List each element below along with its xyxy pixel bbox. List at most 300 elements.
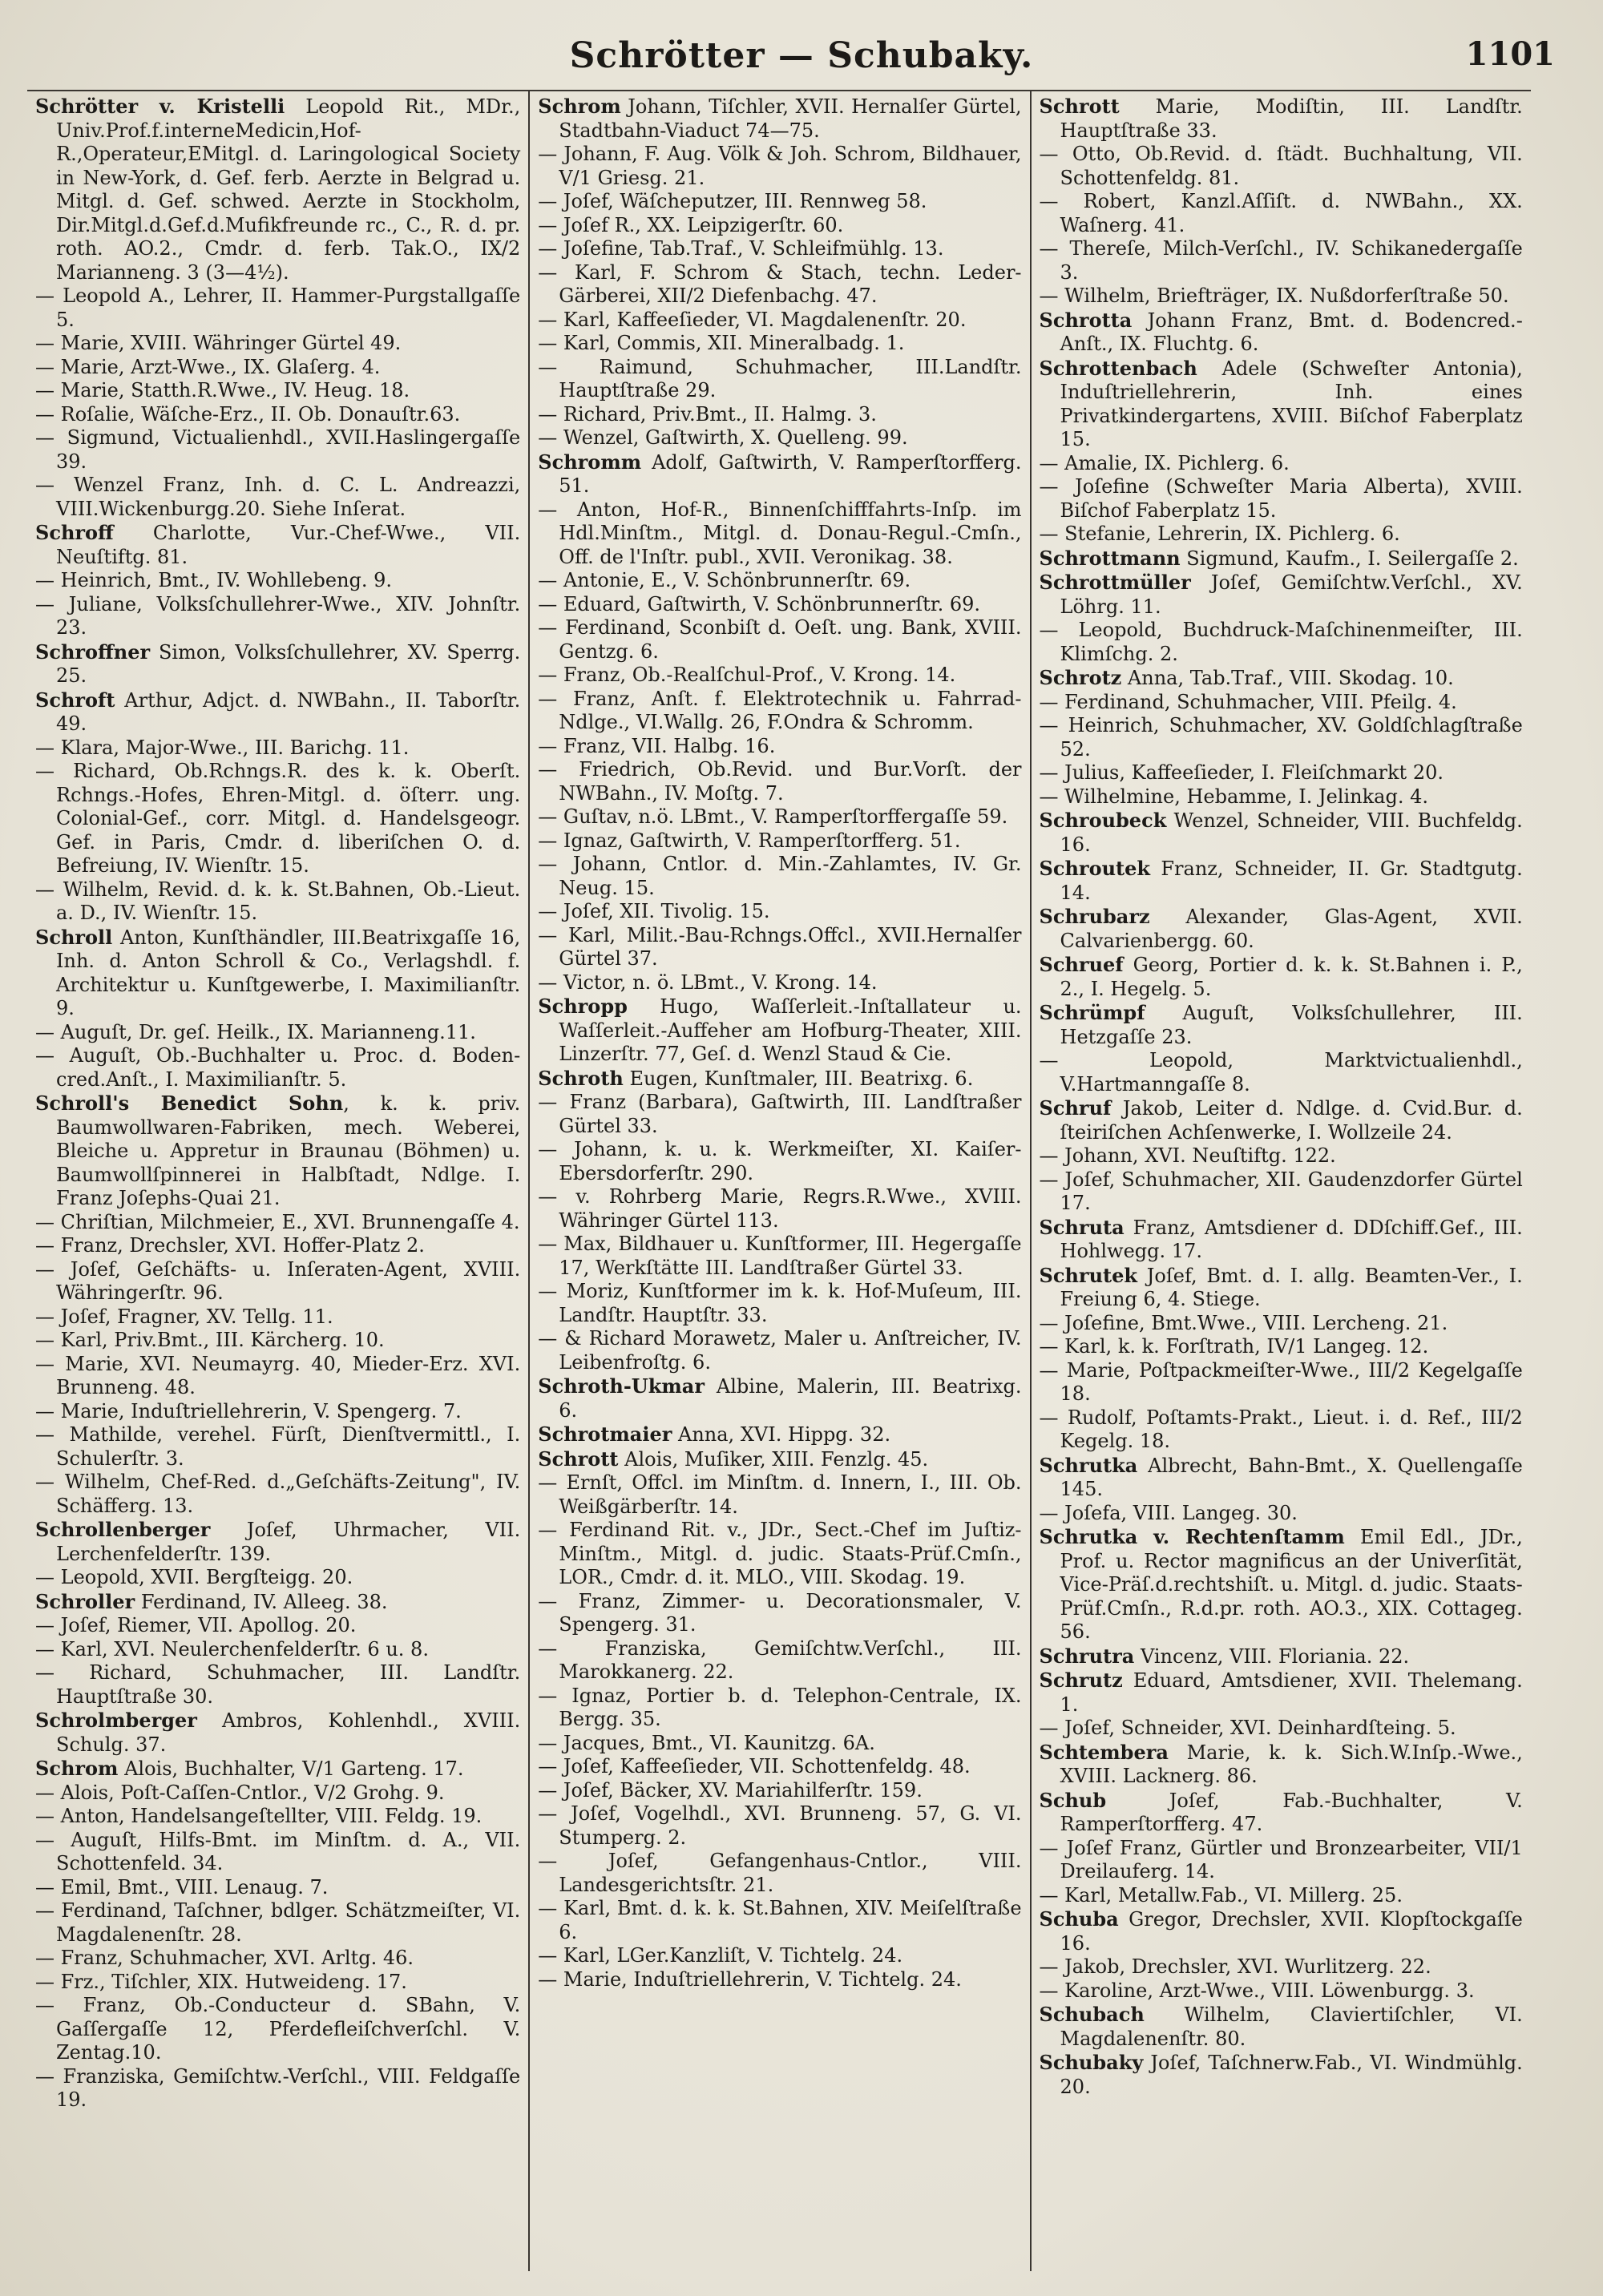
entry-surname: Schrötter v. Kristelli [35,95,285,118]
ditto-dash: — [538,664,563,686]
entry-details: Robert, Kanzl.Aſſiſt. d. NWBahn., XX. Waſnerg. 41. [1060,190,1523,236]
ditto-dash: — [35,878,63,901]
entry-details: Franz, Drechsler, XVI. Hoffer-Platz 2. [60,1234,425,1257]
entry-details: Joſefine (Schweſter Maria Alberta), XVIII. Biſchof Faberplatz 15. [1060,475,1523,522]
entry-details: Wenzel, Gaſtwirth, X. Quelleng. 99. [563,426,908,449]
page-number: 1101 [1465,35,1555,73]
directory-entry [538,1447,1021,1472]
ditto-dash: — [35,736,61,759]
entry-details: Otto, Ob.Revid. d. ſtädt. Buchhaltung, VII. Schottenfeldg. 81. [1060,143,1523,189]
ditto-dash: — [538,1731,563,1754]
entry-details: Joſef, Wäſcheputzer, III. Rennweg 58. [563,190,927,212]
entry-details: Marie, XVI. Neumayrg. 40, Mieder-Erz. XVI. Brunneng. 48. [56,1352,521,1398]
ditto-dash: — [538,1778,563,1802]
entry-details: Joſef, Schneider, XVI. Deinhardſteing. 5. [1064,1717,1456,1739]
ditto-dash: — [538,923,569,946]
entry-details: Leopold A., Lehrer, II. Hammer-Purgstallgaſſe 5. [56,284,521,331]
entry-details: Johann, k. u. k. Werkmeiſter, XI. Kaiſer-Ebersdorferſtr. 290. [559,1138,1022,1184]
entry-surname: Schroubeck [1039,809,1167,832]
entry-details: Marie, k. k. Sich.W.Inſp.-Wwe., XVIII. Lacknerg. 86. [1060,1741,1523,1787]
ditto-dash: — [35,1399,61,1422]
directory-entry [1040,1454,1523,1502]
directory-entry [538,1327,1021,1374]
entry-details: Alois, Poſt-Caſſen-Cntlor., V/2 Grohg. 9. [60,1781,445,1804]
entry-details: Richard, Priv.Bmt., II. Halmg. 3. [563,402,877,426]
entry-details: Joſef, Bäcker, XV. Mariahilferſtr. 159. [563,1778,923,1802]
directory-entry [35,356,520,380]
ditto-dash: — [1039,1717,1065,1739]
ditto-dash: — [538,758,579,781]
ditto-dash: — [1039,475,1076,498]
ditto-dash: — [35,1614,61,1636]
entry-details: Alois, Buchhalter, V/1 Garteng. 17. [118,1757,464,1780]
entry-surname: Schroth-Ukmar [538,1374,705,1398]
directory-entry [538,1755,1021,1779]
entry-surname: Schrutka [1039,1453,1138,1477]
ditto-dash: — [35,1471,65,1493]
ditto-dash: — [35,569,61,591]
directory-entry [1040,1979,1523,2003]
entry-details: Joſef, Taſchnerw.Fab., VI. Windmühlg. 20. [1060,2052,1523,2098]
directory-entry [1040,1406,1523,1454]
entry-details: Joſefa, VIII. Langeg. 30. [1064,1501,1298,1524]
entry-surname: Schubach [1039,2003,1145,2026]
entry-details: Franz, Amtsdiener d. DDſchiff.Gef., III. Hohlwegg. 17. [1060,1216,1523,1262]
entry-details: Richard, Ob.Rchngs.R. des k. k. Oberſt. Rchngs.-Hofes, Ehren-Mitgl. d. öſterr. ung. Colonial-Gef., corr. Mitgl. d. Handelsgeogr. Gef. in Paris, Cmdr. d. liberiſchen O. d. Befreiung, IV. Wienſtr. 15. [56,760,521,877]
entry-details: Emil, Bmt., VIII. Lenaug. 7. [60,1875,329,1899]
directory-entry [538,1637,1021,1685]
entry-details: Heinrich, Bmt., IV. Wohllebeng. 9. [60,569,393,591]
entry-surname: Schuba [1039,1907,1119,1931]
directory-entry [538,1779,1021,1803]
directory-entry [538,995,1021,1067]
ditto-dash: — [1039,1501,1065,1524]
directory-entry [538,593,1021,617]
directory-entry [538,616,1021,664]
ditto-dash: — [1039,1335,1065,1358]
entry-details: Raimund, Schuhmacher, III.Landſtr. Hauptſtraße 29. [559,355,1022,401]
entry-surname: Schrom [35,1757,119,1780]
directory-entry [538,1732,1021,1756]
ditto-dash: — [35,1899,62,1922]
entry-details: Charlotte, Vur.-Chef-Wwe., VII. Neuſtiftg. 81. [56,522,521,568]
ditto-dash: — [1039,761,1065,784]
ditto-dash: — [35,1947,61,1969]
entry-details: Joſef, Kaffeeſieder, VII. Schottenfeldg. 48. [563,1755,971,1777]
directory-entry [538,1280,1021,1327]
entry-details: Franz, Ob.-Realſchul-Prof., V. Krong. 14. [563,664,956,686]
ditto-dash: — [35,1994,83,2016]
ditto-dash: — [1039,1836,1067,1859]
directory-entry [35,1258,520,1305]
ditto-dash: — [35,1805,61,1827]
entry-details: Karl, Commis, XII. Mineralbadg. 1. [563,332,905,354]
directory-entry [1040,475,1523,523]
ditto-dash: — [1039,143,1072,165]
entry-surname: Schrolmberger [35,1709,197,1732]
entry-surname: Schruta [1039,1215,1125,1239]
ditto-dash: — [538,1967,563,1991]
directory-entry [35,1234,520,1258]
entry-details: Gregor, Drechsler, XVII. Klopſtockgaſſe 16. [1060,1908,1523,1955]
ditto-dash: — [538,592,563,615]
directory-entry [538,1185,1021,1233]
directory-entry [35,1021,520,1045]
entry-details: Joſef, Fragner, XV. Tellg. 11. [60,1305,333,1328]
directory-entry [538,1590,1021,1637]
directory-entry [538,1422,1021,1447]
ditto-dash: — [1039,1955,1065,1978]
directory-entry [35,2065,520,2112]
ditto-dash: — [35,1210,61,1233]
entry-details: Eduard, Amtsdiener, XVII. Thelemang. 1. [1060,1669,1523,1716]
directory-entry [35,1782,520,1806]
entry-details: Joſefine, Tab.Traf., V. Schleifmühlg. 13. [563,237,944,260]
directory-entry [1040,1264,1523,1312]
directory-entry [35,332,520,356]
ditto-dash: — [35,1566,61,1588]
entry-surname: Schrottmüller [1039,571,1191,594]
entry-details: Richard, Schuhmacher, III. Landſtr. Hauptſtraße 30. [56,1661,521,1708]
directory-entry [538,853,1021,900]
directory-entry [35,1590,520,1615]
entry-details: Anton, Hof-R., Binnenſchifffahrts-Inſp. im Hdl.Minſtm., Mitgl. d. Donau-Regul.-Cmſn., Off. de l'Inſtr. publ., XVII. Veronikag. 38. [559,498,1022,568]
ditto-dash: — [538,1327,565,1350]
ditto-dash: — [35,1423,70,1446]
directory-entry [538,805,1021,829]
directory-entry [538,450,1021,498]
entry-details: Johann, Cntlor. d. Min.-Zahlamtes, IV. Gr. Neug. 15. [559,853,1022,899]
entry-details: Auguſt, Volksſchullehrer, III. Hetzgaſſe 23. [1060,1002,1523,1048]
ditto-dash: — [1039,523,1065,545]
ditto-dash: — [1039,785,1065,808]
directory-entry [1040,1741,1523,1789]
entry-details: Joſef, Bmt. d. I. allg. Beamten-Ver., I. Freiung 6, 4. Stiege. [1060,1264,1523,1310]
entry-details: Adolf, Gaſtwirth, V. Ramperſtorfferg. 51. [559,450,1022,497]
directory-entry [538,356,1021,403]
entry-details: Johann Franz, Bmt. d. Bodencred.-Anſt., IX. Fluchtg. 6. [1060,309,1523,355]
entry-details: Jakob, Drechsler, XVI. Wurlitzerg. 22. [1064,1955,1431,1978]
ditto-dash: — [1039,1358,1067,1382]
ditto-dash: — [1039,619,1079,641]
directory-columns [27,90,1531,2271]
ditto-dash: — [1039,690,1065,713]
directory-entry [538,688,1021,735]
directory-entry [35,878,520,926]
directory-entry [1040,1884,1523,1908]
ditto-dash: — [538,1636,605,1660]
entry-details: Antonie, E., V. Schönbrunnerſtr. 69. [563,569,911,591]
directory-entry [1040,1644,1523,1669]
directory-entry [538,426,1021,450]
directory-entry [1040,809,1523,857]
directory-entry [538,143,1021,190]
directory-entry [1040,619,1523,666]
directory-entry [35,1092,520,1211]
entry-surname: Schrott [538,1447,619,1471]
directory-entry [1040,547,1523,571]
entry-details: Franz, Zimmer- u. Decorationsmaler, V. Spengerg. 31. [559,1589,1022,1636]
entry-details: Stefanie, Lehrerin, IX. Pichlerg. 6. [1064,523,1400,545]
directory-entry [1040,1955,1523,1979]
directory-column-1 [27,91,528,2271]
entry-details: Eduard, Gaſtwirth, V. Schönbrunnerſtr. 69. [563,592,981,615]
directory-entry [1040,905,1523,953]
directory-entry [35,1400,520,1424]
ditto-dash: — [35,1020,61,1043]
entry-details: Joſef, XII. Tivolig. 15. [563,900,770,922]
ditto-dash: — [1039,1311,1065,1334]
directory-entry [538,95,1021,143]
entry-surname: Schrotta [1039,308,1133,332]
entry-details: Wenzel, Schneider, VIII. Buchfeldg. 16. [1060,809,1523,856]
entry-details: Sigmund, Kaufm., I. Seilergaſſe 2. [1180,547,1519,570]
entry-details: Joſef, Gefangenhaus-Cntlor., VIII. Landesgerichtsſtr. 21. [559,1850,1022,1896]
ditto-dash: — [35,1781,61,1804]
ditto-dash: — [538,1850,608,1872]
ditto-dash: — [538,1589,579,1612]
ditto-dash: — [1039,1168,1065,1191]
directory-entry [1040,1907,1523,1955]
directory-entry [1040,1096,1523,1144]
entry-details: Anton, Kunſthändler, III.Beatrixgaſſe 16, Inh. d. Anton Schroll & Co., Verlagshdl. f. Architektur u. Kunſtgewerbe, I. Maximilianſtr. 9. [56,926,521,1019]
directory-entry [538,664,1021,688]
ditto-dash: — [538,402,563,426]
entry-details: Ferdinand Rit. v., JDr., Sect.-Chef im Juſtiz-Minſtm., Mitgl. d. judic. Staats-Prüf.Cmſn., LOR., Cmdr. d. it. MLO., VIII. Skodag. 19. [559,1519,1022,1588]
directory-entry [1040,761,1523,785]
entry-details: Juliane, Volksſchullehrer-Wwe., XIV. Johnſtr. 23. [56,592,521,639]
entry-surname: Schrotz [1039,666,1122,689]
entry-details: Eugen, Kunſtmaler, III. Beatrixg. 6. [623,1067,974,1090]
ditto-dash: — [538,687,573,710]
entry-details: Joſef Franz, Gürtler und Bronzearbeiter, VII/1 Dreilauferg. 14. [1060,1836,1523,1882]
entry-details: Hugo, Waſſerleit.-Inſtallateur u. Waſſerleit.-Auffeher am Hofburg-Theater, XIII. Linzerſtr. 77, Geſ. d. Wenzl Staud & Cie. [559,995,1022,1065]
ditto-dash: — [538,1519,570,1541]
directory-entry [35,1971,520,1995]
ditto-dash: — [538,426,563,449]
directory-entry [35,1044,520,1092]
ditto-dash: — [35,474,74,496]
directory-entry [538,1897,1021,1944]
directory-entry [1040,1216,1523,1264]
entry-surname: Schruef [1039,953,1124,976]
ditto-dash: — [35,284,63,307]
ditto-dash: — [35,760,74,782]
directory-entry [35,760,520,878]
entry-details: Franziska, Gemiſchtw.-Verſchl., VIII. Feldgaſſe 19. [56,2064,521,2111]
ditto-dash: — [35,1305,61,1328]
directory-entry [1040,452,1523,476]
ditto-dash: — [1039,190,1084,212]
ditto-dash: — [538,213,563,236]
entry-details: Marie, Statth.R.Wwe., IV. Heug. 18. [60,379,410,401]
ditto-dash: — [1039,1979,1065,2002]
entry-surname: Schropp [538,995,628,1018]
directory-entry [1040,1669,1523,1717]
entry-details: Auguſt, Hilfs-Bmt. im Minſtm. d. A., VII. Schottenfeld. 34. [56,1828,521,1874]
ditto-dash: — [538,805,563,828]
entry-details: Leopold Rit., MDr., Univ.Prof.f.interneMedicin,Hof-R.,Operateur,EMitgl. d. Laringological Society in New-York, d. Gef. ferb. Aerzte in Belgrad u. Mitgl. d. Gef. schwed. Aerzte in Stockholm, Dir.Mitgl.d.Gef.d.Mufikfreunde rc., C., R. d. pr. roth. AO.2., Cmdr. d. ferb. Tak.O., IX/2 Marianneng. 3 (3—4½). [56,95,521,284]
entry-surname: Schroutek [1039,857,1151,880]
ditto-dash: — [35,1637,61,1660]
entry-surname: Schrottenbach [1039,356,1197,380]
entry-details: Leopold, Marktvictualienhdl., V.Hartmanngaſſe 8. [1060,1049,1523,1096]
directory-entry [35,1661,520,1709]
entry-details: Klara, Major-Wwe., III. Barichg. 11. [60,736,410,759]
directory-entry [35,1899,520,1947]
directory-entry [538,1802,1021,1850]
directory-entry [1040,857,1523,905]
entry-details: Alois, Muſiker, XIII. Fenzlg. 45. [618,1447,929,1471]
ditto-dash: — [538,734,563,757]
entry-details: Franz, VII. Halbg. 16. [563,734,776,757]
entry-details: Marie, Arzt-Wwe., IX. Glaſerg. 4. [60,355,381,378]
entry-details: Max, Bildhauer u. Kunſtformer, III. Hegergaſſe 17, Werkſtätte III. Landſtraßer Gürtel 33. [559,1233,1022,1279]
entry-details: Joſef, Vogelhdl., XVI. Brunneng. 57, G. VI. Stumperg. 2. [559,1802,1022,1849]
ditto-dash: — [538,498,577,521]
directory-entry [35,1305,520,1330]
entry-details: Albine, Malerin, III. Beatrixg. 6. [559,1375,1022,1422]
ditto-dash: — [35,1875,61,1899]
directory-entry [538,1067,1021,1092]
entry-details: Karl, k. k. Forſtrath, IV/1 Langeg. 12. [1064,1335,1429,1358]
ditto-dash: — [35,2064,63,2088]
page-title: Schrötter — Schubaky. [569,35,1034,76]
entry-details: Guſtav, n.ö. LBmt., V. Ramperſtorffergaſſe 59. [563,805,1008,828]
entry-details: Auguſt, Dr. geſ. Heilk., IX. Marianneng.11. [60,1020,476,1043]
directory-entry [35,1329,520,1353]
ditto-dash: — [35,402,61,426]
ditto-dash: — [538,1944,563,1967]
entry-surname: Schubaky [1039,2051,1144,2074]
entry-details: Friedrich, Ob.Revid. und Bur.Vorſt. der NWBahn., IV. Moſtg. 7. [559,758,1022,805]
ditto-dash: — [538,900,563,922]
entry-details: Wilhelm, Claviertiſchler, VI. Magdalenenſtr. 80. [1060,2003,1523,2050]
entry-details: Wilhelm, Chef-Red. d.„Geſchäfts-Zeitung", IV. Schäfferg. 13. [56,1471,521,1517]
entry-surname: Schruf [1039,1096,1112,1120]
ditto-dash: — [538,332,563,354]
ditto-dash: — [538,616,566,639]
ditto-dash: — [538,829,563,852]
directory-entry [538,332,1021,356]
directory-entry [1040,190,1523,237]
entry-details: Wilhelmine, Hebamme, I. Jelinkag. 4. [1064,785,1428,808]
directory-entry [538,1685,1021,1732]
entry-details: Johann, Tiſchler, XVII. Hernalſer Gürtel, Stadtbahn-Viaduct 74—75. [559,95,1022,142]
entry-details: Franz (Barbara), Gaſtwirth, III. Landſtraßer Gürtel 33. [559,1091,1022,1137]
entry-details: Johann, XVI. Neuſtiftg. 122. [1064,1144,1336,1167]
directory-entry [35,426,520,474]
ditto-dash: — [538,970,563,994]
entry-surname: Schrottmann [1039,546,1181,570]
directory-entry [538,1850,1021,1897]
directory-entry [1040,1525,1523,1644]
directory-entry [1040,953,1523,1001]
directory-entry [538,829,1021,853]
ditto-dash: — [35,1828,71,1851]
entry-surname: Schrollenberger [35,1518,211,1541]
directory-entry [35,1805,520,1829]
directory-entry [538,237,1021,261]
ditto-dash: — [538,308,563,331]
directory-entry [35,1614,520,1638]
ditto-dash: — [35,1970,61,1993]
directory-entry [538,498,1021,570]
ditto-dash: — [538,1755,563,1777]
entry-details: Joſef, Gemiſchtw.Verſchl., XV. Löhrg. 11. [1060,571,1523,618]
ditto-dash: — [1039,1144,1065,1167]
entry-surname: Schroffner [35,640,151,664]
ditto-dash: — [35,1257,71,1281]
entry-details: Karl, Priv.Bmt., III. Kärcherg. 10. [60,1329,385,1351]
entry-surname: Schub [1039,1788,1107,1812]
entry-details: Leopold, Buchdruck-Maſchinenmeiſter, III. Klimſchg. 2. [1060,619,1523,665]
entry-details: Thereſe, Milch-Verſchl., IV. Schikanedergaſſe 3. [1060,237,1523,284]
ditto-dash: — [538,1233,564,1255]
entry-surname: Schroll's Benedict Sohn [35,1092,344,1115]
directory-entry [538,569,1021,593]
directory-entry [35,1876,520,1900]
directory-entry [35,688,520,736]
ditto-dash: — [538,237,563,260]
entry-surname: Schrutek [1039,1263,1138,1287]
directory-entry [1040,2051,1523,2099]
entry-details: Marie, Induſtriellehrerin, V. Tichtelg. 24. [563,1967,962,1991]
ditto-dash: — [538,260,575,284]
ditto-dash: — [538,1138,575,1160]
directory-entry [35,521,520,569]
directory-entry [35,1518,520,1566]
ditto-dash: — [538,1802,571,1825]
directory-entry [1040,1837,1523,1884]
entry-details: Joſef, Fab.-Buchhalter, V. Ramperſtorfferg. 47. [1060,1789,1523,1835]
entry-details: Wenzel Franz, Inh. d. C. L. Andreazzi, VIII.Wickenburgg.20. Siehe Inſerat. [56,474,521,520]
directory-entry [35,403,520,427]
directory-entry [35,1353,520,1400]
directory-entry [35,1423,520,1471]
directory-entry [35,736,520,761]
entry-surname: Schroller [35,1589,135,1613]
ditto-dash: — [1039,1406,1068,1429]
directory-entry [1040,666,1523,691]
entry-details: Amalie, IX. Pichlerg. 6. [1064,451,1290,474]
directory-entry [1040,1717,1523,1741]
directory-entry [1040,1168,1523,1216]
directory-entry [538,1944,1021,1968]
ditto-dash: — [538,1684,572,1707]
entry-details: Joſefine, Bmt.Wwe., VIII. Lercheng. 21. [1064,1311,1448,1334]
directory-entry [1040,1144,1523,1168]
entry-surname: Schtembera [1039,1740,1169,1764]
entry-details: Marie, Poſtpackmeiſter-Wwe., III/2 Kegelgaſſe 18. [1060,1358,1523,1405]
entry-surname: Schroft [35,688,115,712]
directory-entry [538,1091,1021,1138]
entry-details: Marie, XVIII. Währinger Gürtel 49. [60,332,402,354]
directory-entry [538,261,1021,309]
directory-entry [538,900,1021,924]
directory-entry [1040,1335,1523,1359]
directory-entry [35,474,520,521]
ditto-dash: — [538,355,600,378]
ditto-dash: — [538,190,563,212]
ditto-dash: — [35,592,69,615]
entry-surname: Schrott [1039,95,1120,118]
directory-entry [1040,284,1523,309]
entry-details: Marie, Induſtriellehrerin, V. Spengerg. 7. [60,1399,462,1422]
directory-column-2 [528,91,1029,2271]
directory-entry [538,309,1021,333]
entry-details: Heinrich, Schuhmacher, XV. Goldſchlagſtraße 52. [1060,714,1523,761]
